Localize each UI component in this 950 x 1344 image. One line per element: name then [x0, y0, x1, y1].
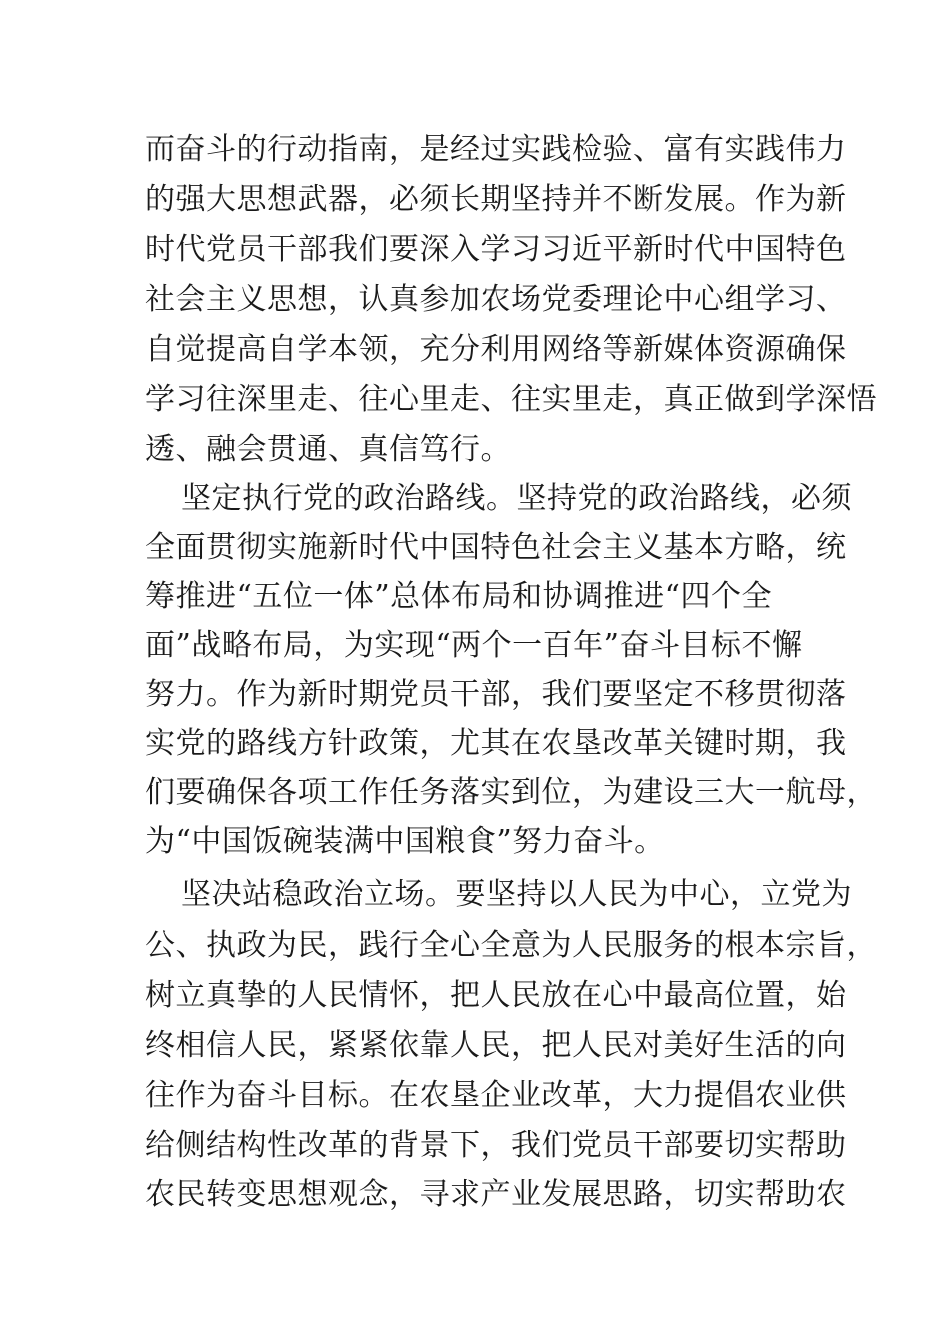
text-line: 为“中国饭碗装满中国粮食”努力奋斗。 — [145, 824, 665, 859]
text-line: 学习往深里走、往心里走、往实里走，真正做到学深悟 — [145, 382, 877, 417]
text-line: 农民转变思想观念，寻求产业发展思路，切实帮助农 — [145, 1177, 847, 1212]
text-line: 努力。作为新时期党员干部，我们要坚定不移贯彻落 — [145, 677, 847, 712]
text-line: 终相信人民，紧紧依靠人民，把人民对美好生活的向 — [145, 1028, 847, 1063]
paragraph-first-line: 坚定执行党的政治路线。坚持党的政治路线，必须 — [181, 481, 852, 516]
text-line: 实党的路线方针政策，尤其在农垦改革关键时期，我 — [145, 726, 847, 761]
text-line: 透、融会贯通、真信笃行。 — [145, 432, 511, 467]
text-line: 们要确保各项工作任务落实到位，为建设三大一航母， — [145, 775, 877, 810]
text-line: 筹推进“五位一体”总体布局和协调推进“四个全 — [145, 579, 773, 614]
text-line: 面”战略布局，为实现“两个一百年”奋斗目标不懈 — [145, 628, 803, 663]
text-line: 社会主义思想，认真参加农场党委理论中心组学习、 — [145, 282, 847, 317]
text-line: 公、执政为民，践行全心全意为人民服务的根本宗旨， — [145, 928, 877, 963]
text-line: 往作为奋斗目标。在农垦企业改革，大力提倡农业供 — [145, 1078, 847, 1113]
text-line: 的强大思想武器，必须长期坚持并不断发展。作为新 — [145, 182, 847, 217]
text-line: 自觉提高自学本领，充分利用网络等新媒体资源确保 — [145, 332, 847, 367]
text-line: 树立真挚的人民情怀，把人民放在心中最高位置，始 — [145, 978, 847, 1013]
text-line: 全面贯彻实施新时代中国特色社会主义基本方略，统 — [145, 530, 847, 565]
text-line: 给侧结构性改革的背景下，我们党员干部要切实帮助 — [145, 1128, 847, 1163]
text-line: 时代党员干部我们要深入学习习近平新时代中国特色 — [145, 232, 847, 267]
text-line: 而奋斗的行动指南，是经过实践检验、富有实践伟力 — [145, 132, 847, 167]
paragraph-first-line: 坚决站稳政治立场。要坚持以人民为中心，立党为 — [181, 877, 852, 912]
